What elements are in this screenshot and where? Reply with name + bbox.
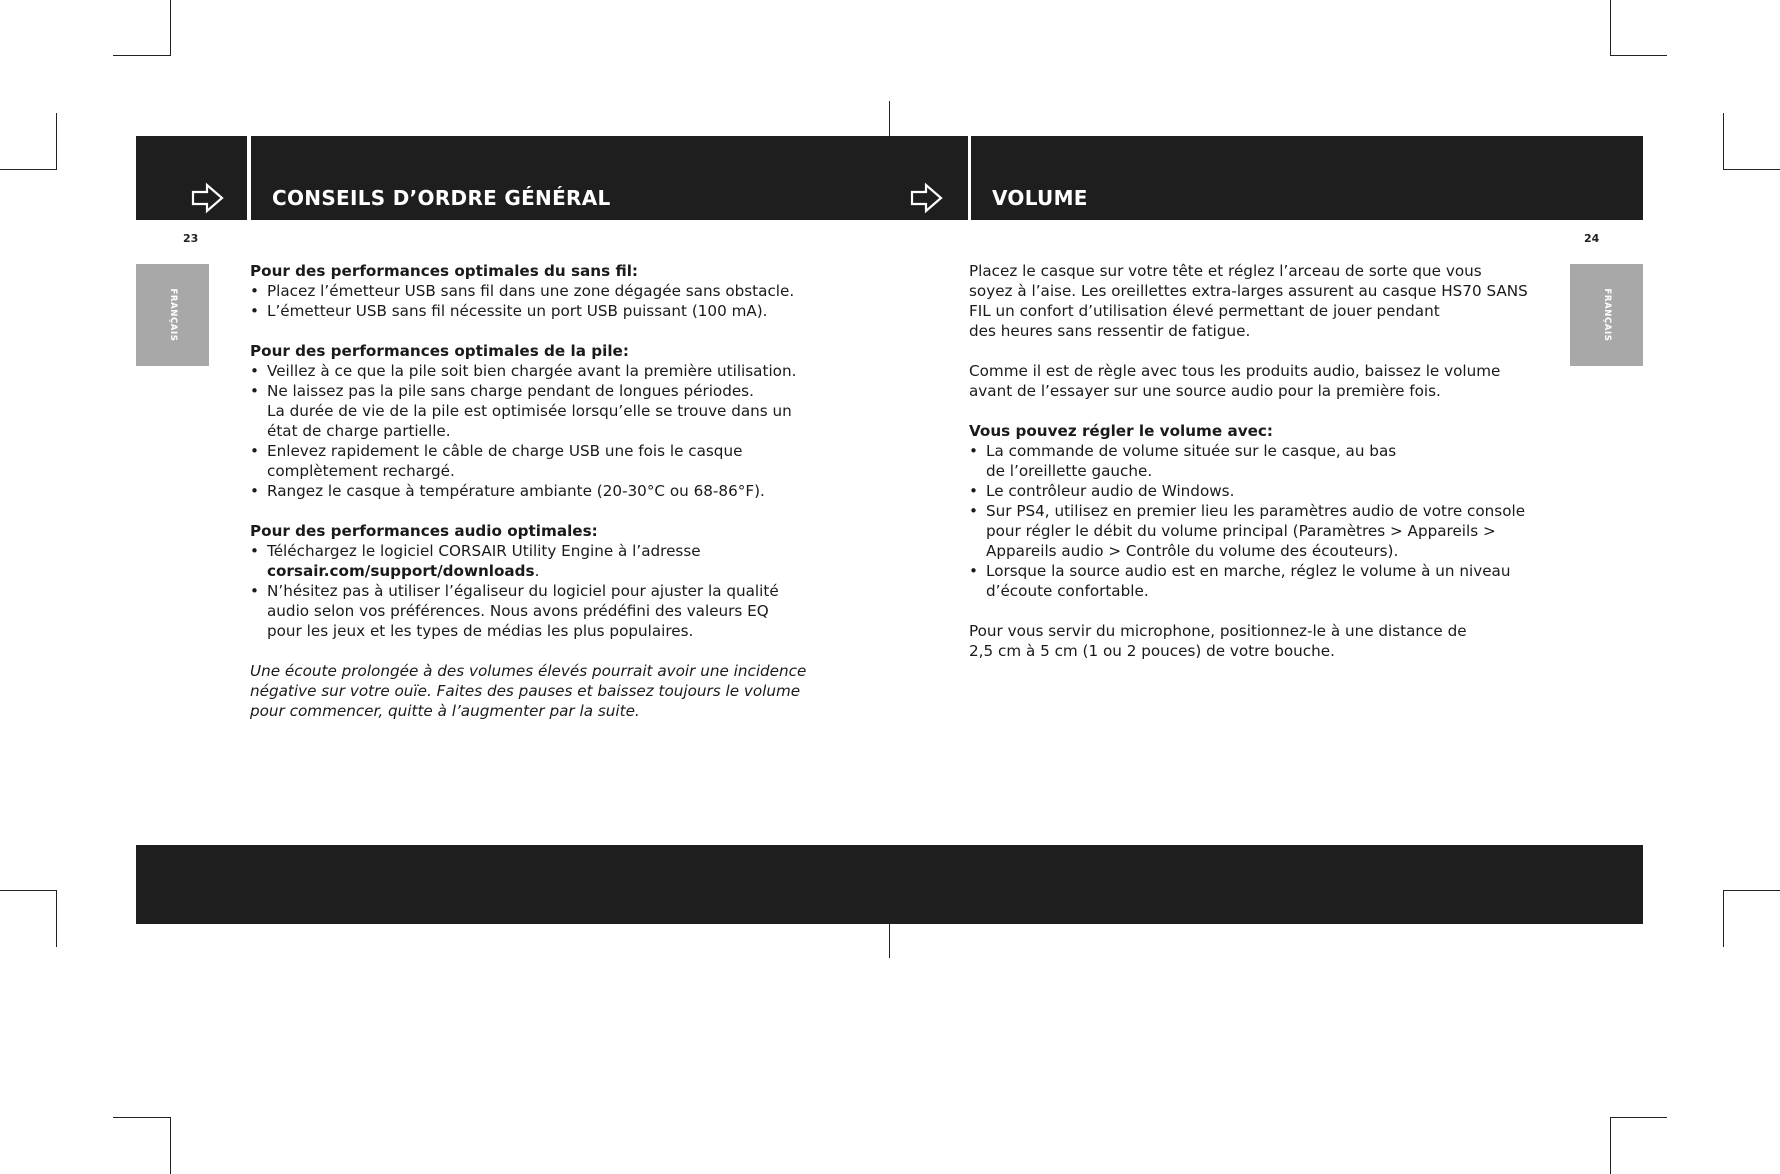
- list-item: • La commande de volume située sur le casque, au bas de l’oreillette gauche.: [969, 442, 1397, 480]
- list-item: • Veillez à ce que la pile soit bien chargée avant la première utilisation.: [250, 362, 797, 380]
- download-link[interactable]: corsair.com/support/downloads: [267, 562, 535, 580]
- crop-mark: [113, 55, 171, 56]
- list-item: • Ne laissez pas la pile sans charge pendant de longues périodes. La durée de vie de la pile est optimisée lorsqu’elle se trouve dans un état de charge partielle.: [250, 382, 792, 440]
- list-item: • Placez l’émetteur USB sans fil dans une zone dégagée sans obstacle.: [250, 282, 795, 300]
- list-item: • Sur PS4, utilisez en premier lieu les paramètres audio de votre console pour régler le débit du volume principal (Paramètres > Appareils > Appareils audio > Contrôle du volume des écouteurs).: [969, 502, 1526, 560]
- footer-bar: [136, 845, 1643, 924]
- list-item: • Le contrôleur audio de Windows.: [969, 482, 1235, 500]
- crop-mark: [1610, 1117, 1611, 1174]
- crop-mark: [56, 890, 57, 947]
- language-tab: [136, 264, 209, 366]
- right-column: [969, 261, 1559, 661]
- crop-mark: [1723, 890, 1724, 947]
- page-title: CONSEILS D’ORDRE GÉNÉRAL: [272, 186, 611, 210]
- crop-mark: [1610, 55, 1667, 56]
- crop-mark: [0, 890, 57, 891]
- volume-paragraph: Comme il est de règle avec tous les produits audio, baissez le volume avant de l’essayer sur une source audio pour la première fois.: [969, 362, 1501, 400]
- hearing-warning: Une écoute prolongée à des volumes élevés pourrait avoir une incidence négative sur votre ouïe. Faites des pauses et baissez toujours le volume pour commencer, quitte à l’augmenter par la suite.: [250, 662, 807, 720]
- crop-mark: [56, 113, 57, 170]
- crop-mark: [170, 0, 171, 56]
- crop-mark: [1610, 0, 1611, 56]
- section-heading: Pour des performances audio optimales:: [250, 522, 598, 540]
- arrow-right-icon: [910, 182, 944, 214]
- list-item: • L’émetteur USB sans fil nécessite un port USB puissant (100 mA).: [250, 302, 768, 320]
- left-column: [250, 261, 840, 721]
- crop-mark: [0, 169, 57, 170]
- microphone-paragraph: Pour vous servir du microphone, positionnez-le à une distance de 2,5 cm à 5 cm (1 ou 2 pouces) de votre bouche.: [969, 622, 1467, 660]
- language-tab-label: FRANÇAIS: [167, 288, 178, 342]
- crop-mark: [1723, 890, 1780, 891]
- crop-mark: [113, 1117, 171, 1118]
- language-tab-label: FRANÇAIS: [1601, 288, 1612, 342]
- language-tab: [1570, 264, 1643, 366]
- crop-mark: [1723, 113, 1724, 170]
- page-number: 24: [1584, 232, 1600, 245]
- section-heading: Vous pouvez régler le volume avec:: [969, 422, 1273, 440]
- crop-mark: [1723, 169, 1780, 170]
- section-heading: Pour des performances optimales de la pile:: [250, 342, 629, 360]
- intro-paragraph: Placez le casque sur votre tête et réglez l’arceau de sorte que vous soyez à l’aise. Les oreillettes extra-larges assurent au casque HS70 SANS FIL un confort d’utilisation élevé permettant de jouer pendant des heures sans ressentir de fatigue.: [969, 262, 1528, 340]
- page-title: VOLUME: [992, 186, 1088, 210]
- crop-mark: [1610, 1117, 1667, 1118]
- list-item: • Lorsque la source audio est en marche, réglez le volume à un niveau d’écoute confortable.: [969, 562, 1511, 600]
- list-item: • Téléchargez le logiciel CORSAIR Utility Engine à l’adresse corsair.com/support/downloads.: [250, 542, 701, 580]
- arrow-right-icon: [191, 182, 225, 214]
- page-number: 23: [183, 232, 199, 245]
- crop-mark: [170, 1117, 171, 1174]
- section-heading: Pour des performances optimales du sans fil:: [250, 262, 638, 280]
- list-item: • Rangez le casque à température ambiante (20-30°C ou 68-86°F).: [250, 482, 765, 500]
- list-item: • Enlevez rapidement le câble de charge USB une fois le casque complètement rechargé.: [250, 442, 743, 480]
- list-item: • N’hésitez pas à utiliser l’égaliseur du logiciel pour ajuster la qualité audio selon vos préférences. Nous avons prédéfini des valeurs EQ pour les jeux et les types de médias les plus populaires.: [250, 582, 779, 640]
